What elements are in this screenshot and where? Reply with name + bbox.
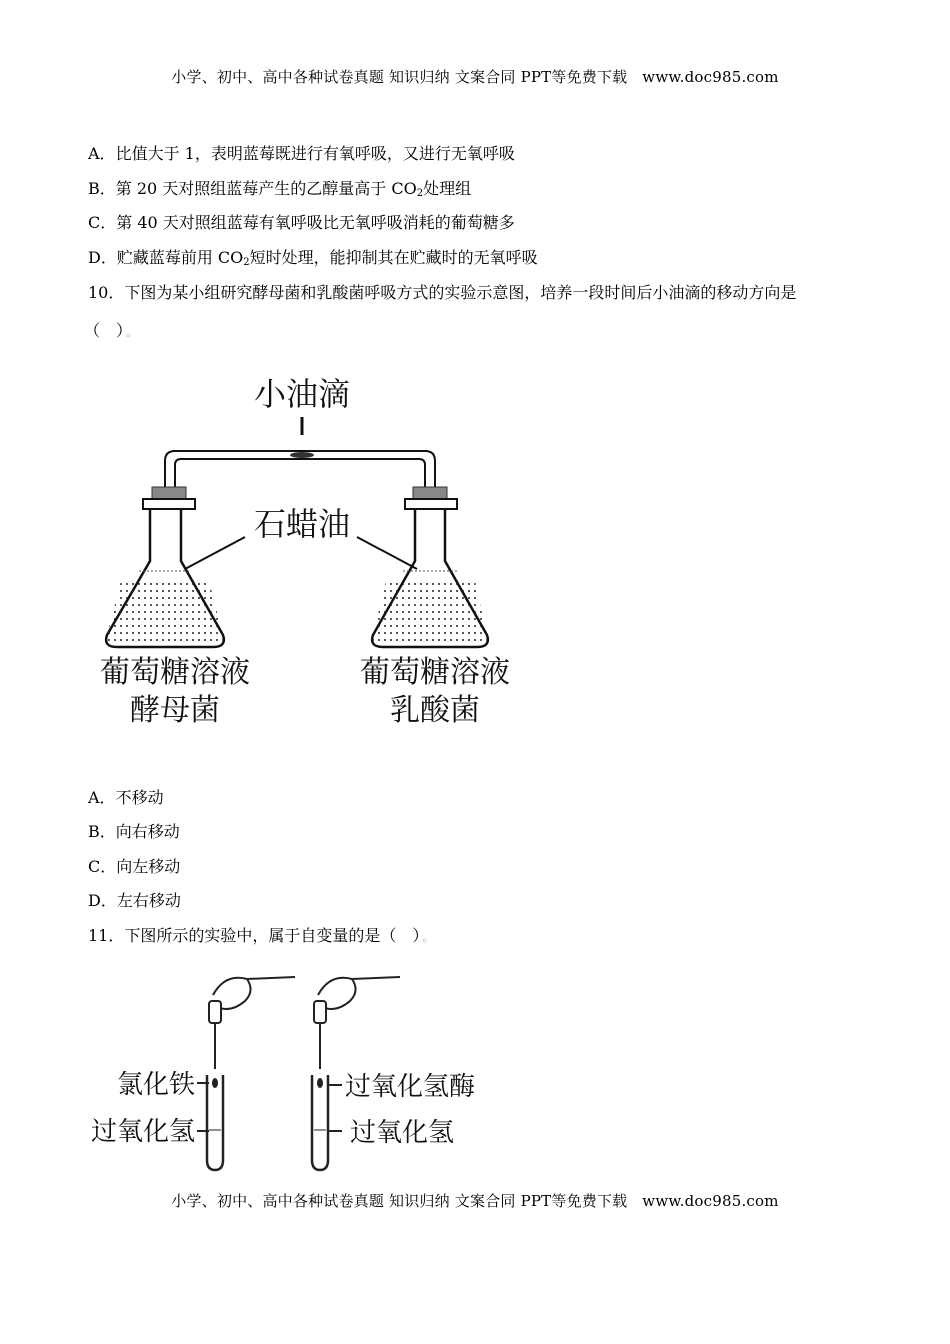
q11-stem: 11．下图所示的实验中，属于自变量的是（ ） 。	[88, 926, 435, 945]
page-footer	[0, 1190, 950, 1211]
right-hand-icon	[318, 977, 400, 1009]
left-stopper-cotton	[152, 487, 186, 499]
question-text: 下图所示的实验中，属于自变量的是（ ）	[124, 926, 421, 945]
oil-drop	[290, 452, 314, 458]
right-dropper-bulb	[314, 1001, 326, 1023]
option-text: 处理组	[423, 179, 472, 198]
q9-option-a	[88, 143, 515, 165]
header-site-link[interactable]: www.doc985.com	[642, 68, 779, 86]
right-flask-caption-1: 葡萄糖溶液	[360, 655, 510, 690]
paraffin-pointer-right	[357, 537, 417, 569]
question-number: 10．	[88, 283, 125, 302]
left-solution	[106, 581, 224, 645]
paraffin-label: 石蜡油	[253, 505, 351, 543]
tube-inner	[175, 459, 425, 493]
q10-option-c	[88, 856, 180, 878]
test-tube-figure	[85, 965, 505, 1180]
right-flask-caption-2: 乳酸菌	[390, 693, 480, 728]
oil-drop-label: 小油滴	[253, 375, 351, 413]
left-flask-caption-1: 葡萄糖溶液	[100, 655, 250, 690]
option-text: 左右移动	[116, 891, 181, 910]
option-text: 第 20 天对照组蓝莓产生的乙醇量高于 CO	[115, 179, 417, 198]
option-text: 贮藏蓝莓前用 CO	[116, 248, 244, 267]
right-stopper	[405, 499, 457, 509]
q9-option-d	[88, 247, 538, 274]
answer-blank: （ ）	[84, 321, 125, 340]
subscript: 2	[416, 188, 424, 199]
footer-site-link[interactable]: www.doc985.com	[642, 1192, 779, 1210]
page-header	[0, 66, 950, 87]
left-test-tube	[207, 1075, 223, 1170]
q10-answer-paren: （ ） 。	[84, 321, 139, 340]
left-hydrogen-peroxide-label: 过氧化氢	[90, 1117, 195, 1147]
option-label: A．	[88, 788, 116, 807]
right-test-tube	[312, 1075, 328, 1170]
option-label: B．	[88, 179, 116, 198]
option-text: 短时处理，能抑制其在贮藏时的无氧呼吸	[249, 248, 538, 267]
left-droplet	[212, 1078, 218, 1088]
question-number: 11．	[88, 926, 125, 945]
option-text: 向左移动	[116, 857, 181, 876]
option-label: D．	[88, 248, 117, 267]
flask-experiment-figure	[95, 365, 535, 735]
catalase-label: 过氧化氢酶	[345, 1072, 476, 1102]
left-hand-icon	[213, 977, 295, 1009]
question-text: 下图为某小组研究酵母菌和乳酸菌呼吸方式的实验示意图，培养一段时间后小油滴的移动方向是	[124, 283, 797, 302]
option-label: C．	[88, 857, 117, 876]
header-text: 小学、初中、高中各种试卷真题 知识归纳 文案合同 PPT等免费下载	[171, 68, 628, 86]
right-hydrogen-peroxide-label: 过氧化氢	[350, 1118, 455, 1148]
q10-stem	[88, 282, 796, 304]
option-text: 第 40 天对照组蓝莓有氧呼吸比无氧呼吸消耗的葡萄糖多	[116, 213, 515, 232]
option-text: 向右移动	[115, 822, 180, 841]
ferric-chloride-label: 氯化铁	[116, 1070, 195, 1100]
paraffin-pointer-left	[185, 537, 245, 569]
option-label: D．	[88, 891, 117, 910]
q10-option-a	[88, 787, 164, 809]
option-label: C．	[88, 213, 117, 232]
footer-text: 小学、初中、高中各种试卷真题 知识归纳 文案合同 PPT等免费下载	[171, 1192, 628, 1210]
right-solution	[372, 581, 488, 645]
option-label: B．	[88, 822, 116, 841]
q10-option-b	[88, 821, 180, 843]
q10-option-d	[88, 890, 181, 912]
option-label: A．	[88, 144, 116, 163]
left-flask-caption-2: 酵母菌	[130, 693, 220, 728]
right-stopper-cotton	[413, 487, 447, 499]
right-droplet	[317, 1078, 323, 1088]
q9-option-b	[88, 178, 471, 205]
option-text: 不移动	[115, 788, 164, 807]
option-text: 比值大于 1，表明蓝莓既进行有氧呼吸，又进行无氧呼吸	[115, 144, 515, 163]
subscript: 2	[243, 257, 250, 268]
left-dropper-bulb	[209, 1001, 221, 1023]
left-stopper	[143, 499, 195, 509]
q9-option-c	[88, 212, 515, 234]
